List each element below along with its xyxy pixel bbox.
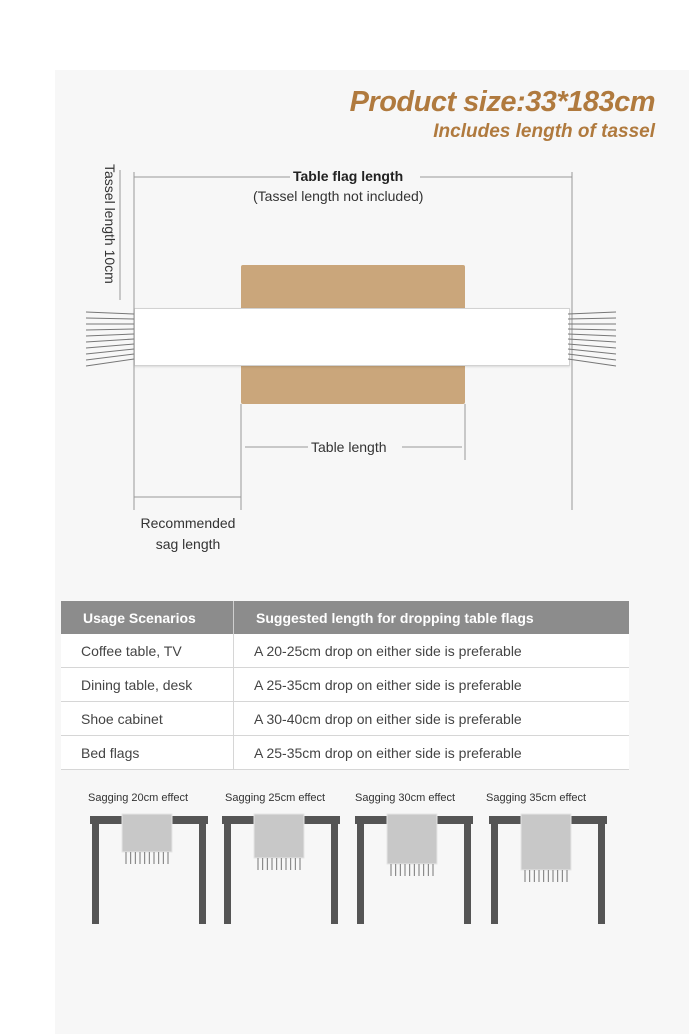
runner-tassels (126, 852, 168, 864)
table-row (61, 702, 629, 736)
table-length-label: Table length (311, 439, 387, 455)
table-leg-left (357, 824, 364, 924)
effect-illustration-35 (487, 812, 609, 930)
effect-illustration-20 (88, 812, 210, 930)
table-leg-right (199, 824, 206, 924)
effect-label-25: Sagging 25cm effect (225, 792, 326, 804)
table-row (61, 634, 629, 668)
scenario-cell: Bed flags (61, 736, 234, 770)
runner-tassels (258, 858, 300, 870)
scenario-cell: Shoe cabinet (61, 702, 234, 736)
effect-illustration-25 (220, 812, 342, 930)
product-size-title: Product size:33*183cm (349, 86, 655, 118)
runner-tassels (391, 864, 433, 876)
header-usage-scenarios: Usage Scenarios (61, 601, 234, 634)
table-row (61, 668, 629, 702)
usage-table (61, 601, 629, 770)
table-row (61, 736, 629, 770)
table-leg-right (598, 824, 605, 924)
effect-illustration-30 (353, 812, 475, 930)
table-leg-right (331, 824, 338, 924)
hanging-runner (122, 814, 172, 852)
right-tassels (568, 312, 616, 366)
header-suggested-length: Suggested length for dropping table flags (234, 601, 630, 634)
sag-length-label: Recommended sag length (140, 515, 236, 552)
scenario-cell: Dining table, desk (61, 668, 234, 702)
table-leg-left (224, 824, 231, 924)
runner-tassels (525, 870, 567, 882)
flag-length-note: (Tassel length not included) (253, 188, 424, 204)
hanging-runner (254, 814, 304, 858)
table-leg-right (464, 824, 471, 924)
suggestion-cell: A 30-40cm drop on either side is preferable (234, 702, 630, 736)
table-header-row (61, 601, 629, 634)
table-leg-left (92, 824, 99, 924)
suggestion-cell: A 25-35cm drop on either side is preferable (234, 736, 630, 770)
suggestion-cell: A 25-35cm drop on either side is preferable (234, 668, 630, 702)
left-tassels (86, 312, 134, 366)
product-size-subtitle: Includes length of tassel (433, 121, 655, 142)
table-leg-left (491, 824, 498, 924)
scenario-cell: Coffee table, TV (61, 634, 234, 668)
effect-label-20: Sagging 20cm effect (88, 792, 189, 804)
effect-label-35: Sagging 35cm effect (486, 792, 587, 804)
effect-label-30: Sagging 30cm effect (355, 792, 456, 804)
hanging-runner (521, 814, 571, 870)
tassel-length-label: Tassel length 10cm (102, 164, 118, 284)
hanging-runner (387, 814, 437, 864)
suggestion-cell: A 20-25cm drop on either side is preferable (234, 634, 630, 668)
flag-length-label: Table flag length (293, 168, 404, 184)
